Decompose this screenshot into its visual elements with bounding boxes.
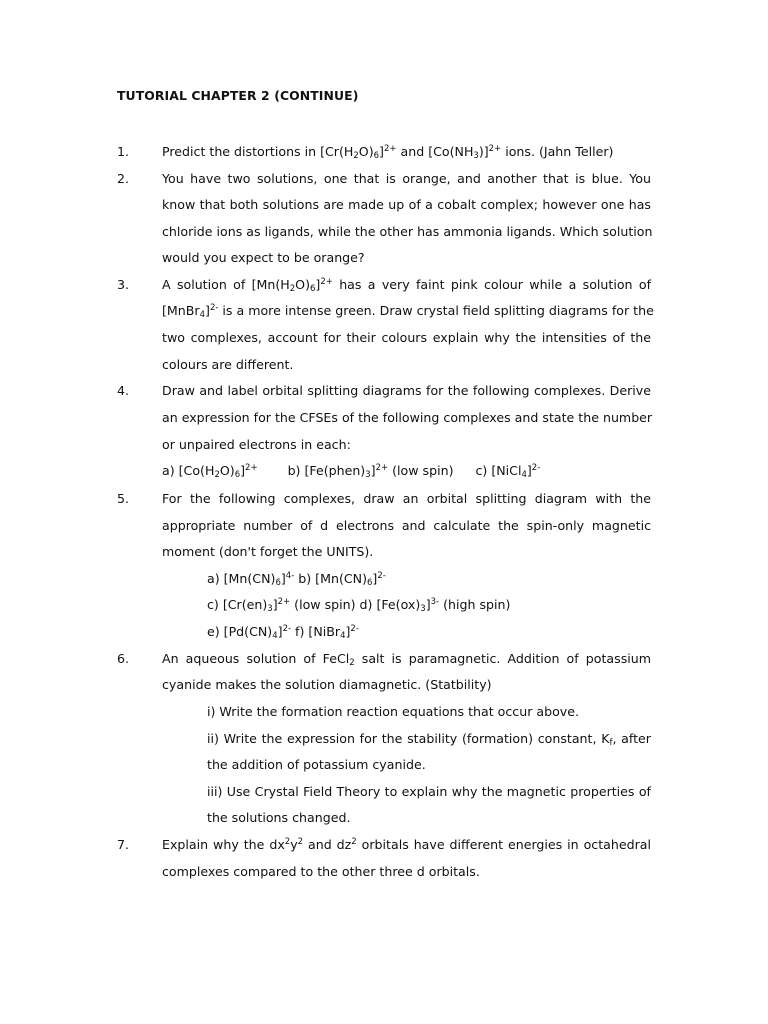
question-2-line-2: know that both solutions are made up of a cobalt complex; however one has [162, 197, 651, 212]
question-6-part-iii-cont: the solutions changed. [207, 810, 351, 825]
question-6-line-1: An aqueous solution of FeCl$_2$ salt is paramagnetic. Addition of potassium [162, 651, 652, 668]
question-5-complexes-cd: c) $[Cr(en)_3]^{2+}$ (low spin) d) $[Fe(ox)_3]^{3-}$ (high spin) [207, 597, 511, 614]
question-6-part-ii: ii) Write the expression for the stability (formation) constant, $K_f$, after [207, 731, 651, 748]
question-5-complexes-ef: e) $[Pd(CN)_4]^{2-}$ f) [NiBr$_4$]$^{2-}$ [207, 624, 359, 641]
question-2-line-3: chloride ions as ligands, while the other has ammonia ligands. Which solution [162, 224, 653, 239]
question-3-line-3: two complexes, account for their colours explain why the intensities of the [162, 330, 651, 345]
page-title: TUTORIAL CHAPTER 2 (CONTINUE) [117, 88, 359, 103]
question-7-line-1: Explain why the $dx^2y^2$ and $dz^2$ orbitals have different energies in octahedral [162, 837, 651, 852]
question-1-text: Predict the distortions in $[Cr(H_2O)_6]^{2+}$ and $[Co(NH_3)]^{2+}$ ions. (Jahn Teller) [162, 144, 614, 161]
question-5-line-1: For the following complexes, draw an orbital splitting diagram with the [162, 491, 651, 506]
question-5-line-2: appropriate number of d electrons and calculate the spin-only magnetic [162, 518, 651, 533]
question-7-line-2: complexes compared to the other three d orbitals. [162, 864, 480, 879]
question-5-complexes-ab: a) $[Mn(CN)_6]^{4-}$ b) $[Mn(CN)_6]^{2-}$ [207, 571, 386, 588]
question-number-7: 7. [117, 837, 130, 852]
question-4-complexes: a) $[Co(H_2O)_6]^{2+}$ b) $[Fe(phen)_3]^{2+}$ (low spin) c) [NiCl$_4$]$^{2-}$ [162, 463, 541, 480]
question-number-3: 3. [117, 277, 130, 292]
question-6-part-iii: iii) Use Crystal Field Theory to explain why the magnetic properties of [207, 784, 651, 799]
question-3-line-4: colours are different. [162, 357, 294, 372]
question-4-line-2: an expression for the CFSEs of the following complexes and state the number [162, 410, 653, 425]
question-number-5: 5. [117, 491, 130, 506]
question-number-2: 2. [117, 171, 130, 186]
question-6-part-i: i) Write the formation reaction equations that occur above. [207, 704, 580, 719]
question-number-6: 6. [117, 651, 130, 666]
question-3-line-1: A solution of $[Mn(H_2O)_6]^{2+}$ has a very faint pink colour while a solution of [162, 277, 651, 294]
question-2-line-4: would you expect to be orange? [162, 250, 365, 265]
question-4-line-1: Draw and label orbital splitting diagrams for the following complexes. Derive [162, 383, 651, 398]
question-4-line-3: or unpaired electrons in each: [162, 437, 351, 452]
question-2-line-1: You have two solutions, one that is orange, and another that is blue. You [162, 171, 651, 186]
question-6-line-2: cyanide makes the solution diamagnetic. (Statbility) [162, 677, 492, 692]
question-3-line-2: [MnBr$_4$]$^{2-}$ is a more intense green. Draw crystal field splitting diagrams for the [162, 303, 654, 320]
question-number-4: 4. [117, 383, 130, 398]
question-5-line-3: moment (don't forget the UNITS). [162, 544, 374, 559]
question-number-1: 1. [117, 144, 130, 159]
question-6-part-ii-cont: the addition of potassium cyanide. [207, 757, 426, 772]
